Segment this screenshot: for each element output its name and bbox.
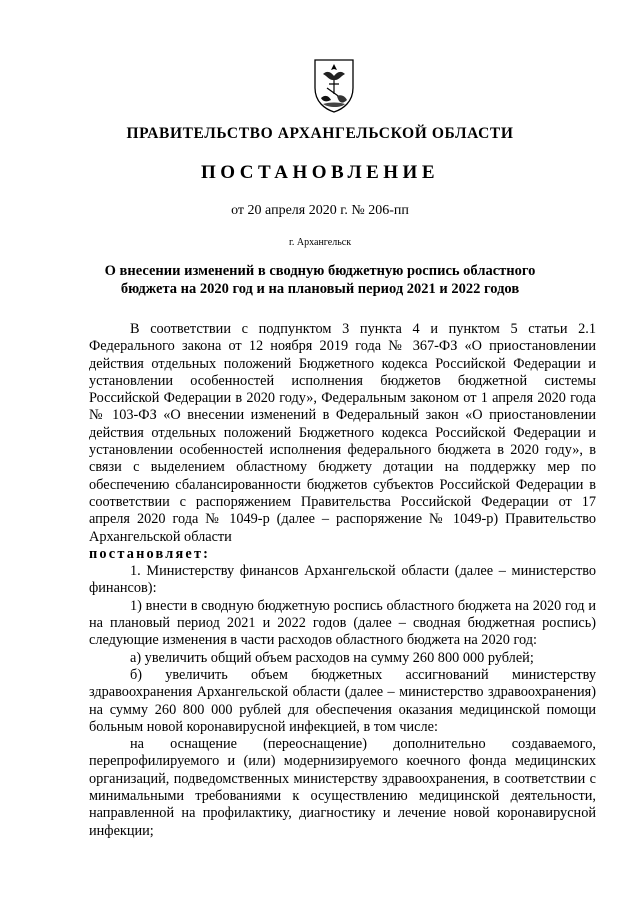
decree-colon: :: [203, 545, 208, 562]
decree-line: [89, 546, 596, 563]
document-title: О внесении изменений в сводную бюджетную роспись областного бюджета на 2020 год и на плановый период 2021 и 2022 годов: [104, 263, 536, 297]
paragraph-1-1-a: а) увеличить общий объем расходов на сумму 260 800 000 рублей;: [130, 649, 534, 666]
coat-of-arms-icon: [313, 58, 355, 114]
document-body: [89, 321, 596, 840]
preamble-text: В соответствии с подпунктом 3 пункта 4 и пунктом 5 статьи 2.1 Федерального закона от 12 ноября 2019 года № 367-ФЗ «О приостановлении действия отдельных положений Бюджетного кодекса Российской Федерации и установлении особенностей исполнения бюджетов бюджетной системы Российской Федерации в 2020 году», Федеральным законом от 1 апреля 2020 года № 103-ФЗ «О внесении изменений в Федеральный закон «О приостановлении действия отдельных положений Бюджетного кодекса Российской Федерации и установлении особенностей исполнения федерального бюджета в 2020 году», в связи с выделением областному бюджету дотации на поддержку мер по обеспечению сбалансированности бюджетов субъектов Российской Федерации в соответствии с распоряжением Правительства Российской Федерации от 17 апреля 2020 года № 1049-р (далее – распоряжение № 1049-р) Правительство Архангельской области: [89, 321, 596, 545]
paragraph-equipment: на оснащение (переоснащение) дополнительно создаваемого, перепрофилируемого и (или) модернизируемого коечного фонда медицинских организаций, подведомственных министерству здравоохранения, в соответствии с минимальными требованиями к осуществлению медицинской деятельности, направленной на профилактику, диагностику и лечение новой коронавирусной инфекции;: [89, 736, 596, 839]
paragraph-1-1: 1) внести в сводную бюджетную роспись областного бюджета на 2020 год и на плановый период 2021 и 2022 годов (далее – сводная бюджетная роспись) следующие изменения в части расходов областного бюджета на 2020 год:: [89, 597, 596, 649]
paragraph-1: 1. Министерству финансов Архангельской области (далее – министерство финансов):: [89, 563, 596, 597]
preamble-paragraph: [89, 321, 596, 546]
paragraph-1-1-b: б) увеличить объем бюджетных ассигнований министерству здравоохранения Архангельской области (далее – министерство здравоохранения) на сумму 260 800 000 рублей для обеспечения оказания медицинской помощи больным новой коронавирусной инфекцией, в том числе:: [89, 666, 596, 735]
decree-word: постановляет: [89, 545, 204, 562]
document-date-number: от 20 апреля 2020 г. № 206-пп: [231, 203, 409, 218]
document-type: ПОСТАНОВЛЕНИЕ: [200, 162, 440, 183]
document-city: г. Архангельск: [288, 237, 352, 248]
government-name: ПРАВИТЕЛЬСТВО АРХАНГЕЛЬСКОЙ ОБЛАСТИ: [126, 125, 514, 142]
